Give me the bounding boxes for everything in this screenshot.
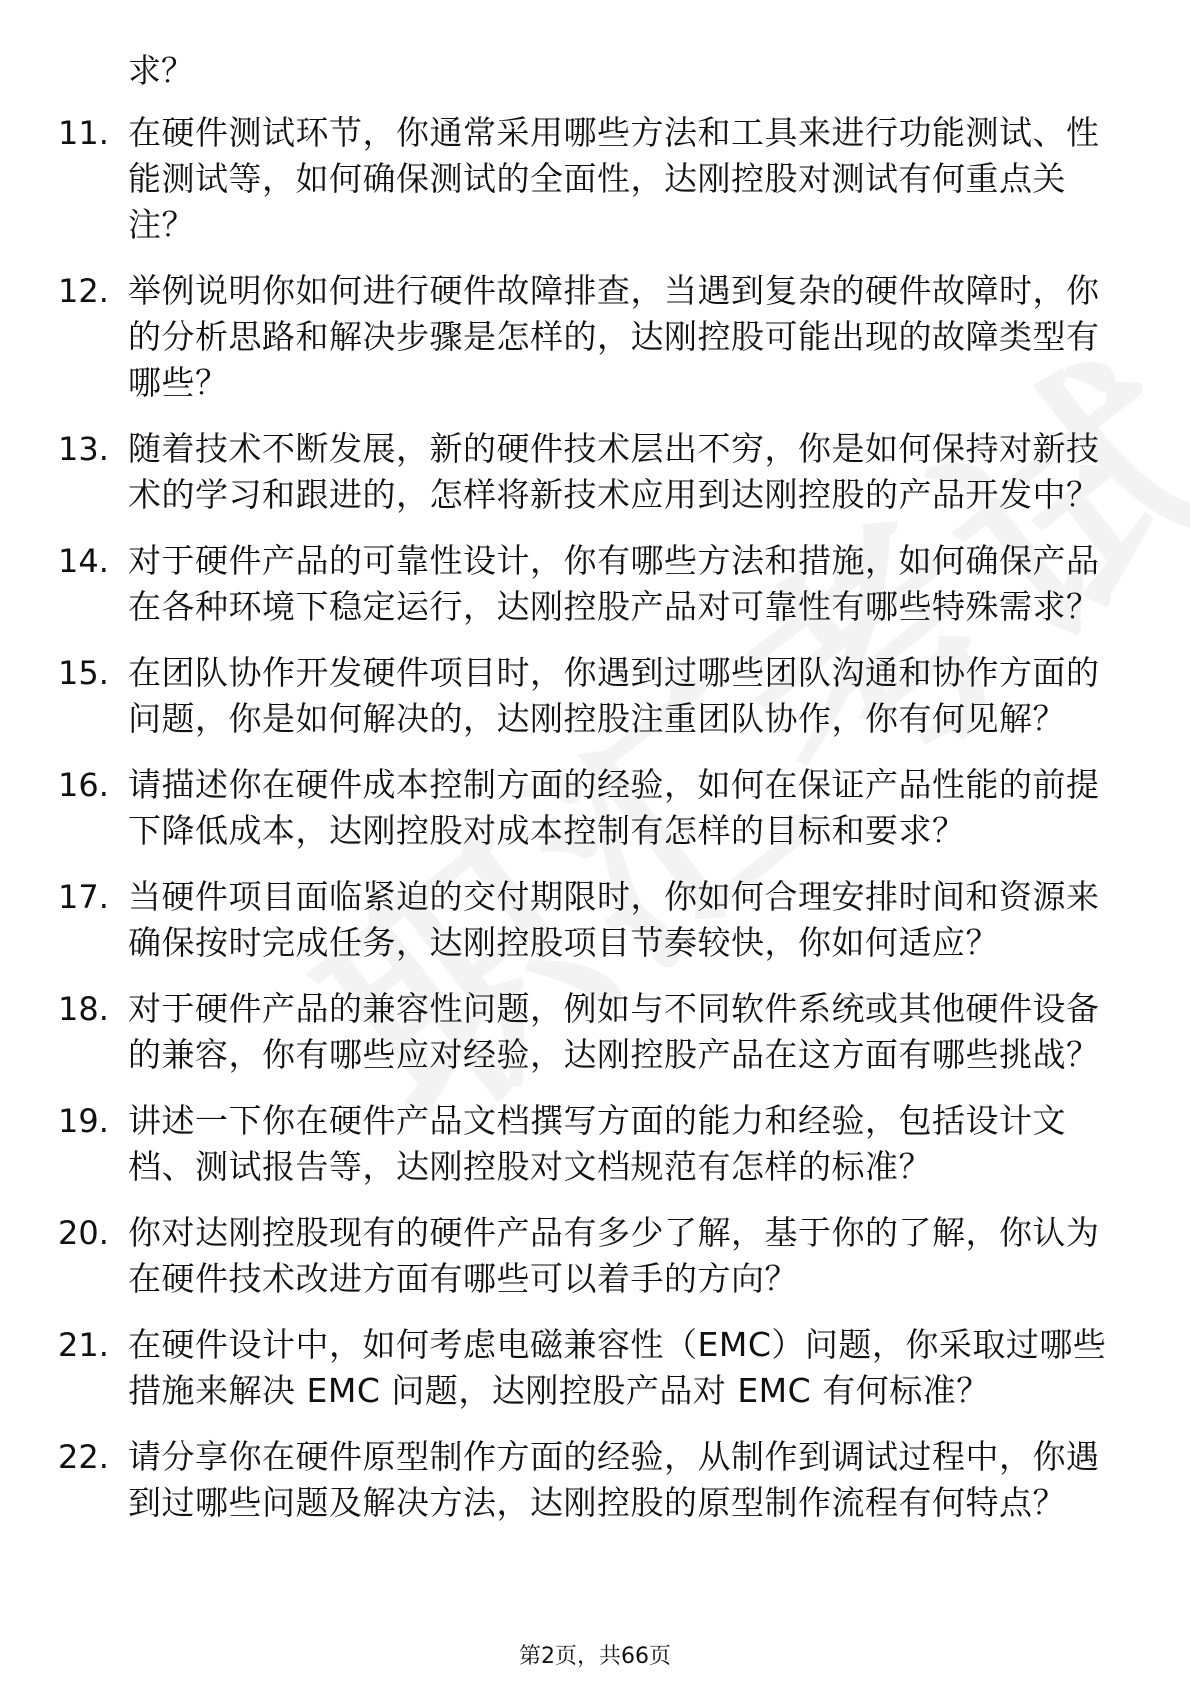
question-item-18: [58, 986, 1128, 1078]
question-number: 18.: [58, 990, 109, 1028]
question-number: 14.: [58, 542, 109, 580]
question-item-16: [58, 762, 1128, 854]
question-text: 随着技术不断发展，新的硬件技术层出不穷，你是如何保持对新技术的学习和跟进的，怎样将新技术应用到达刚控股的产品开发中？: [128, 429, 1100, 514]
question-item-19: [58, 1098, 1128, 1190]
question-number: 11.: [58, 114, 109, 152]
question-item-17: [58, 874, 1128, 966]
question-text: 请分享你在硬件原型制作方面的经验，从制作到调试过程中，你遇到过哪些问题及解决方法，达刚控股的原型制作流程有何特点？: [128, 1437, 1100, 1522]
question-list: [58, 110, 1128, 1546]
question-number: 12.: [58, 272, 109, 310]
question-text: 举例说明你如何进行硬件故障排查，当遇到复杂的硬件故障时，你的分析思路和解决步骤是怎样的，达刚控股可能出现的故障类型有哪些？: [128, 271, 1100, 402]
page-footer: 第2页，共66页: [519, 1644, 671, 1669]
continuation-text: 求？: [128, 51, 194, 90]
question-text: 在团队协作开发硬件项目时，你遇到过哪些团队沟通和协作方面的问题，你是如何解决的，达刚控股注重团队协作，你有何见解？: [128, 653, 1100, 738]
question-number: 20.: [58, 1214, 109, 1252]
question-item-13: [58, 426, 1128, 518]
question-number: 22.: [58, 1438, 109, 1476]
question-text: 当硬件项目面临紧迫的交付期限时，你如何合理安排时间和资源来确保按时完成任务，达刚控股项目节奏较快，你如何适应？: [128, 877, 1100, 962]
question-item-20: [58, 1210, 1128, 1302]
question-text: 对于硬件产品的可靠性设计，你有哪些方法和措施，如何确保产品在各种环境下稳定运行，达刚控股产品对可靠性有哪些特殊需求？: [128, 541, 1100, 626]
question-number: 21.: [58, 1326, 109, 1364]
question-item-15: [58, 650, 1128, 742]
question-item-11: [58, 110, 1128, 248]
question-item-22: [58, 1434, 1128, 1526]
question-text: 讲述一下你在硬件产品文档撰写方面的能力和经验，包括设计文档、测试报告等，达刚控股对文档规范有怎样的标准？: [128, 1101, 1066, 1186]
question-number: 15.: [58, 654, 109, 692]
question-item-12: [58, 268, 1128, 406]
question-text: 在硬件测试环节，你通常采用哪些方法和工具来进行功能测试、性能测试等，如何确保测试的全面性，达刚控股对测试有何重点关注？: [128, 113, 1100, 244]
question-text: 你对达刚控股现有的硬件产品有多少了解，基于你的了解，你认为在硬件技术改进方面有哪些可以着手的方向？: [128, 1213, 1100, 1298]
question-number: 16.: [58, 766, 109, 804]
question-text: 对于硬件产品的兼容性问题，例如与不同软件系统或其他硬件设备的兼容，你有哪些应对经验，达刚控股产品在这方面有哪些挑战？: [128, 989, 1100, 1074]
question-text: 在硬件设计中，如何考虑电磁兼容性（EMC）问题，你采取过哪些措施来解决 EMC 问题，达刚控股产品对 EMC 有何标准？: [128, 1325, 1107, 1410]
question-item-14: [58, 538, 1128, 630]
question-number: 19.: [58, 1102, 109, 1140]
question-number: 13.: [58, 430, 109, 468]
question-text: 请描述你在硬件成本控制方面的经验，如何在保证产品性能的前提下降低成本，达刚控股对成本控制有怎样的目标和要求？: [128, 765, 1100, 850]
question-number: 17.: [58, 878, 109, 916]
question-item-21: [58, 1322, 1128, 1414]
